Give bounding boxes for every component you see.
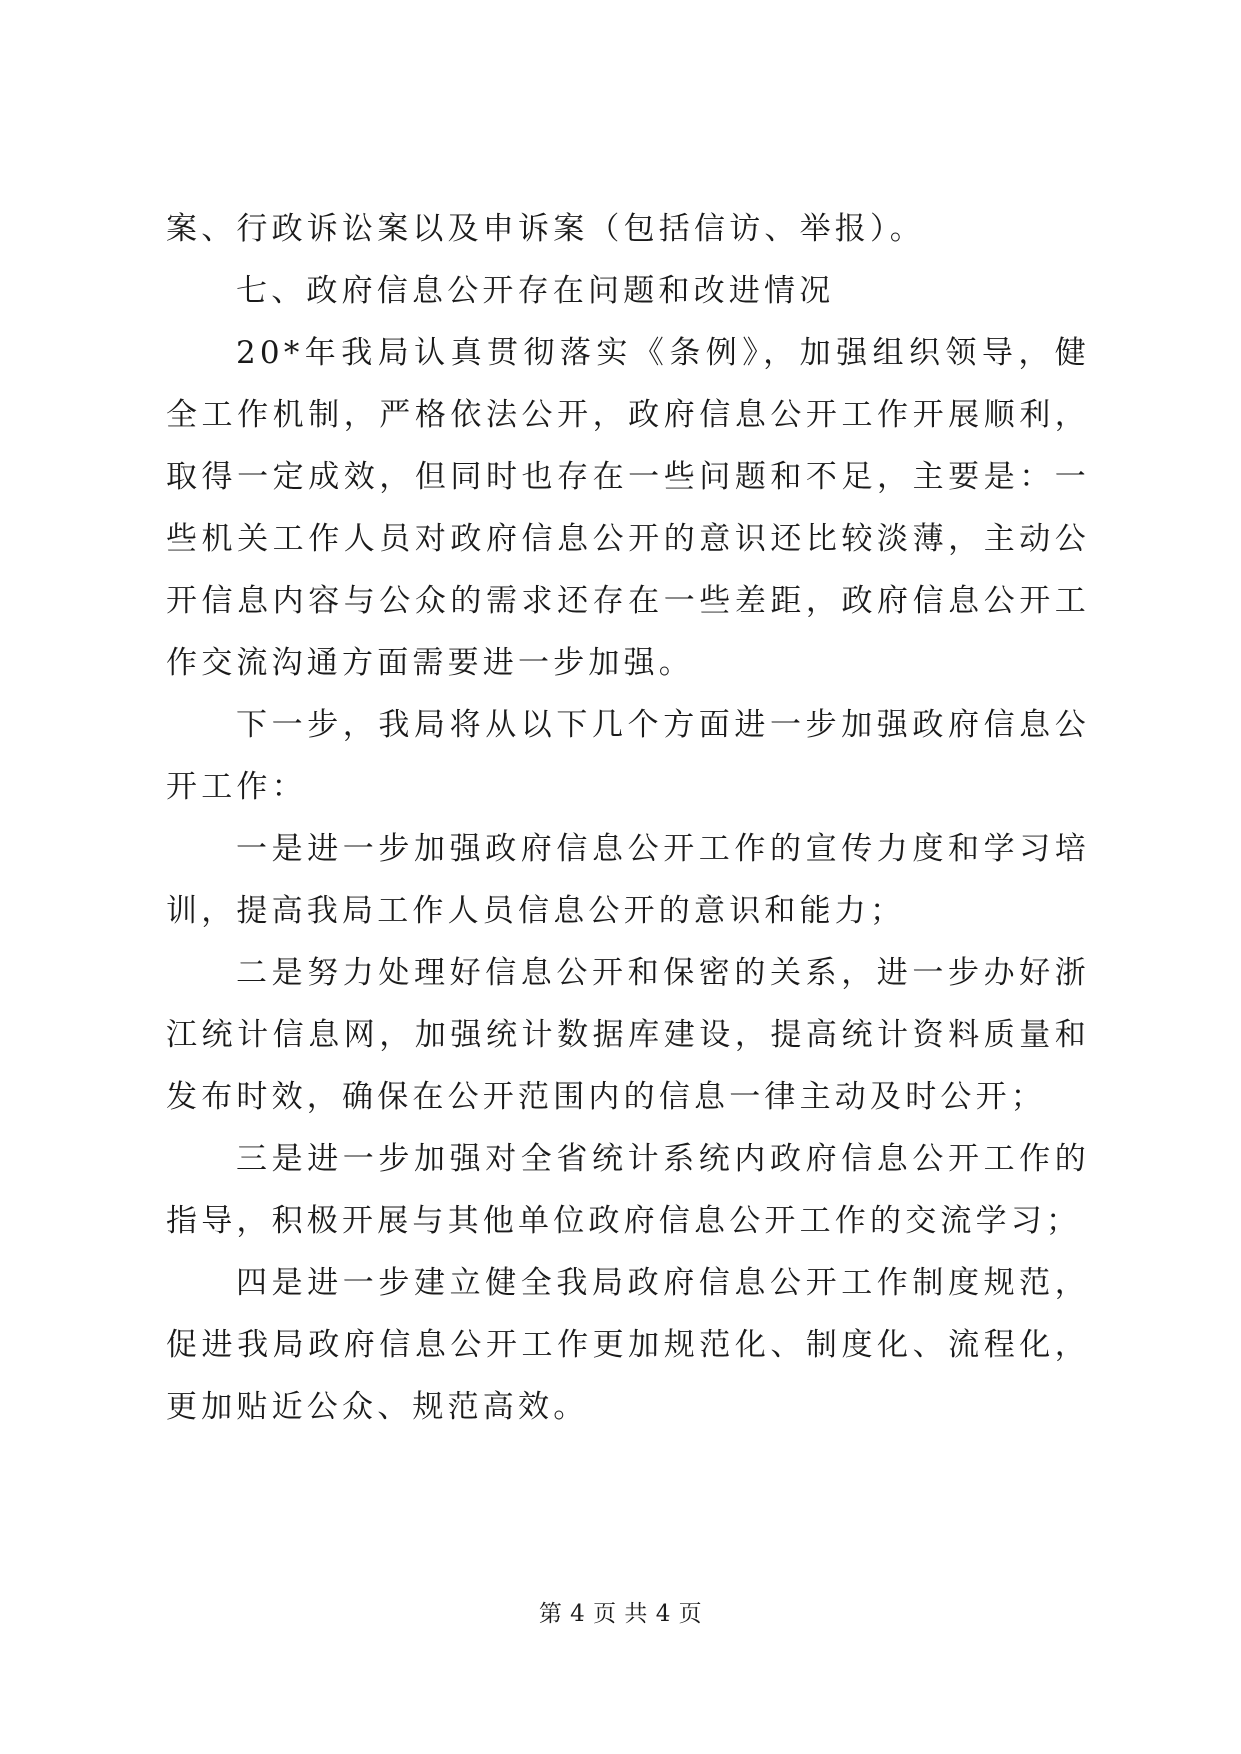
section-heading-seven: 七、政府信息公开存在问题和改进情况 bbox=[236, 273, 835, 309]
paragraph-continuation: 案、行政诉讼案以及申诉案（包括信访、举报）。 bbox=[166, 211, 925, 247]
document-body bbox=[166, 198, 1090, 1438]
paragraph-next-steps: 下一步，我局将从以下几个方面进一步加强政府信息公开工作： bbox=[166, 707, 1090, 805]
paragraph-problems: 20*年我局认真贯彻落实《条例》，加强组织领导，健全工作机制，严格依法公开，政府信息公开工作开展顺利，取得一定成效，但同时也存在一些问题和不足，主要是：一些机关工作人员对政府信息公开的意识还比较淡薄，主动公开信息内容与公众的需求还存在一些差距，政府信息公开工作交流沟通方面需要进一步加强。 bbox=[166, 335, 1090, 681]
paragraph-item-three: 三是进一步加强对全省统计系统内政府信息公开工作的指导，积极开展与其他单位政府信息公开工作的交流学习； bbox=[166, 1141, 1090, 1239]
paragraph-item-four: 四是进一步建立健全我局政府信息公开工作制度规范，促进我局政府信息公开工作更加规范化、制度化、流程化，更加贴近公众、规范高效。 bbox=[166, 1265, 1090, 1425]
paragraph-item-one: 一是进一步加强政府信息公开工作的宣传力度和学习培训，提高我局工作人员信息公开的意识和能力； bbox=[166, 831, 1090, 929]
paragraph-item-two: 二是努力处理好信息公开和保密的关系，进一步办好浙江统计信息网，加强统计数据库建设，提高统计资料质量和发布时效，确保在公开范围内的信息一律主动及时公开； bbox=[166, 955, 1090, 1115]
page-footer: 第 4 页 共 4 页 bbox=[538, 1601, 703, 1627]
